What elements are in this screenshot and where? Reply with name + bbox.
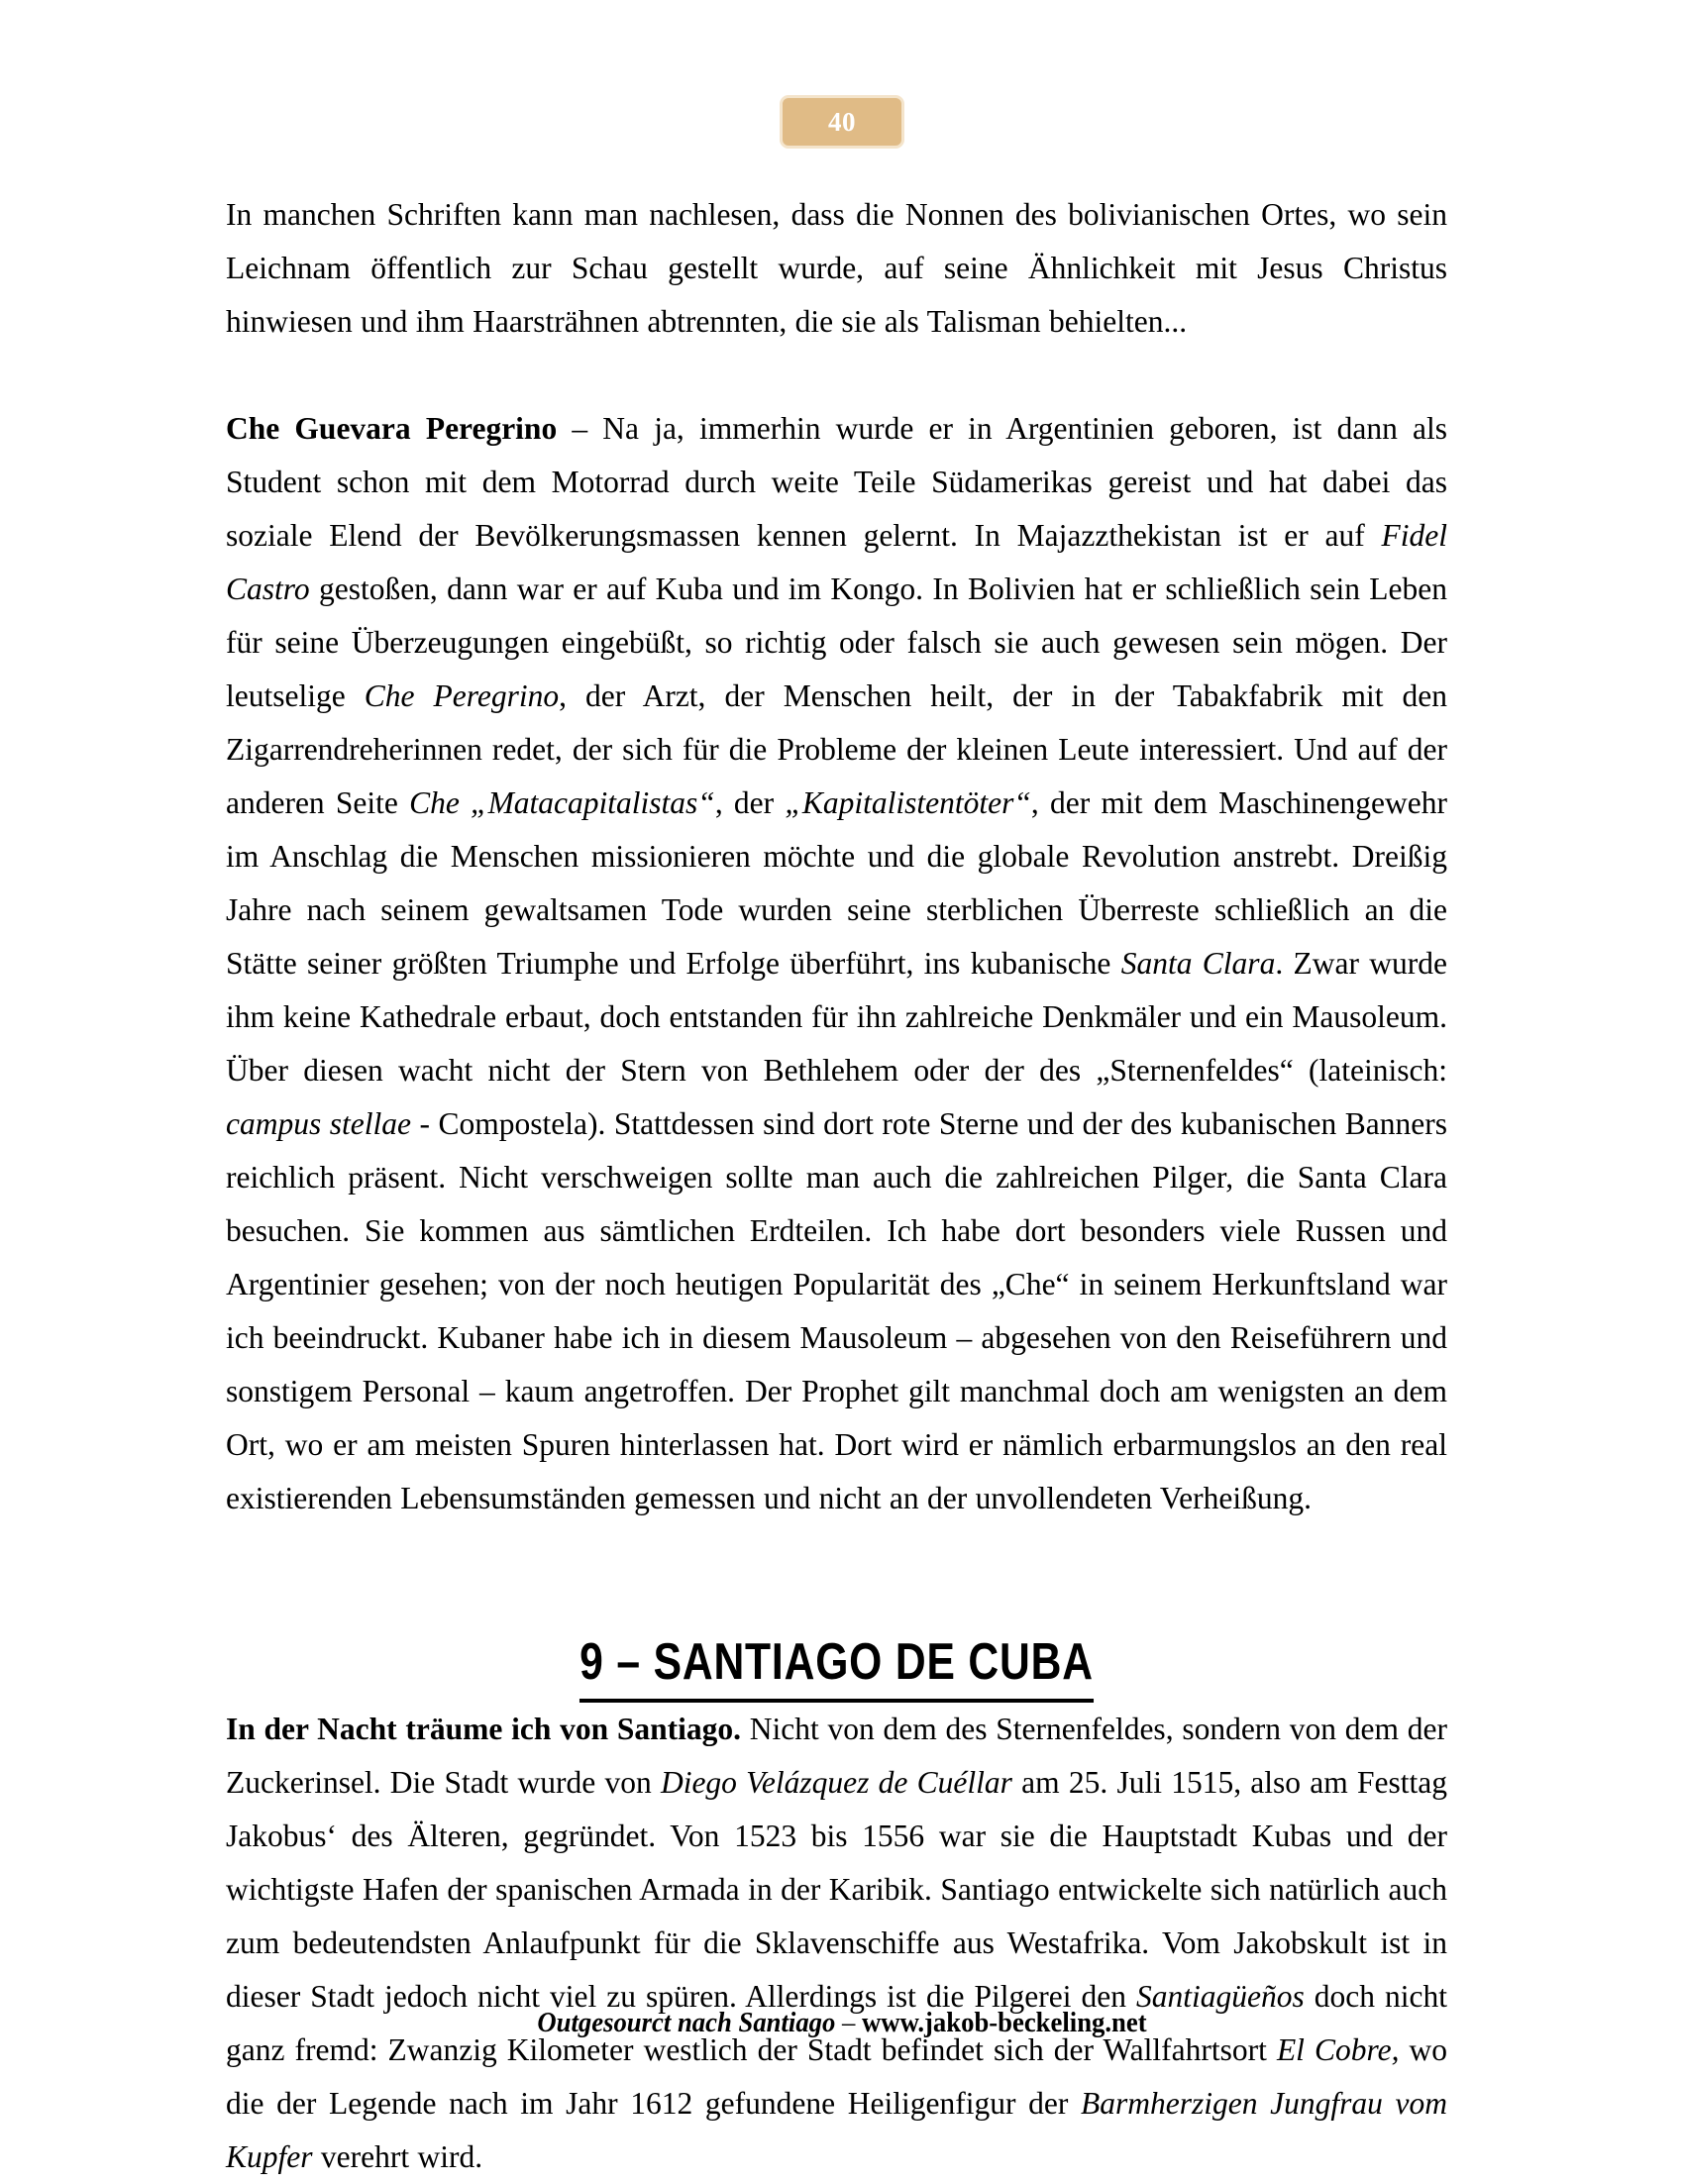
che-segment-3: , der Arzt, der Menschen heilt, der in der Tabakfabrik mit den Zigarrendreherinnen redet, der sich für die Probleme der kleinen Leute interessiert. Und auf der anderen Seite — [226, 678, 1448, 820]
che-segment-1: – Na ja, immerhin wurde er in Argentinien geboren, ist dann als Student schon mit dem Motorrad durch weite Teile Südamerikas gereist und hat dabei das soziale Elend der Bevölkerungsmassen kennen gelernt. In Majazzthekistan ist er auf — [226, 411, 1447, 553]
footer-separator: – — [835, 2007, 863, 2038]
che-italic-fidel-castro: Fidel Castro — [226, 518, 1447, 606]
page-number-badge — [780, 95, 904, 149]
page-number-badge-wrapper — [0, 95, 1684, 149]
che-segment-4: , der — [714, 785, 786, 820]
che-italic-campus-stellae: campus stellae — [226, 1106, 411, 1141]
paragraph-santiago — [226, 1703, 1447, 2184]
che-segment-6: . Zwar wurde ihm keine Kathedrale erbaut, doch entstanden für ihn zahlreiche Denkmäler und ein Mausoleum. Über diesen wacht nicht der Stern von Bethlehem oder der des „Sternenfeldes“ (lateinisch: — [226, 946, 1447, 1088]
santiago-lead-in: In der Nacht träume ich von Santiago. — [226, 1712, 742, 1746]
santiago-italic-diego-velazquez: Diego Velázquez de Cuéllar — [660, 1765, 1012, 1800]
santiago-segment-2: am 25. Juli 1515, also am Festtag Jakobus‘ des Älteren, gegründet. Von 1523 bis 1556 war sie die Hauptstadt Kubas und der wichtigste Hafen der spanischen Armada in der Karibik. Santiago entwickelte sich natürlich auch zum bedeutendsten Anlaufpunkt für die Sklavenschiffe aus Westafrika. Vom Jakobskult ist in dieser Stadt jedoch nicht viel zu spüren. Allerdings ist die Pilgerei den — [226, 1765, 1447, 2014]
che-segment-2: gestoßen, dann war er auf Kuba und im Kongo. In Bolivien hat er schließlich sein Leben für seine Überzeugungen eingebüßt, so richtig oder falsch sie auch gewesen sein mögen. Der leutselige — [226, 572, 1447, 713]
santiago-italic-el-cobre: El Cobre, — [1276, 2032, 1400, 2067]
page-number-text: 40 — [828, 106, 856, 137]
che-italic-matacapitalistas: Che „Matacapitalistas“ — [409, 785, 715, 820]
che-italic-kapitalistentoeter: „Kapitalistentöter“ — [785, 785, 1031, 820]
chapter-heading — [336, 1632, 1337, 1703]
paragraph-intro — [226, 188, 1447, 349]
che-italic-che-peregrino: Che Peregrino — [364, 678, 560, 713]
santiago-segment-1: Nicht von dem des Sternenfeldes, sondern von dem der Zuckerinsel. Die Stadt wurde von — [226, 1712, 1447, 1800]
che-guevara-lead-in: Che Guevara Peregrino — [226, 411, 558, 446]
page-footer — [67, 2003, 1617, 2042]
che-segment-5: , der mit dem Maschinengewehr im Anschlag die Menschen missionieren möchte und die globale Revolution anstrebt. Dreißig Jahre nach seinem gewaltsamen Tode wurden seine sterblichen Überreste schließlich an die Stätte seiner größten Triumphe und Erfolge überführt, ins kubanische — [226, 785, 1448, 981]
santiago-segment-4: wo die der Legende nach im Jahr 1612 gefundene Heiligenfigur der — [226, 2032, 1448, 2121]
page-content — [226, 188, 1447, 2184]
santiago-italic-santiagueenos: Santiagüeños — [1135, 1979, 1305, 2014]
che-italic-santa-clara: Santa Clara — [1120, 946, 1276, 981]
paragraph-che-guevara — [226, 402, 1447, 1525]
santiago-segment-5: verehrt wird. — [312, 2139, 483, 2174]
che-segment-7: - Compostela). Stattdessen sind dort rote Sterne und der des kubanischen Banners reichlich präsent. Nicht verschweigen sollte man auch die zahlreichen Pilger, die Santa Clara besuchen. Sie kommen aus sämtlichen Erdteilen. Ich habe dort besonders viele Russen und Argentinier gesehen; von der noch heutigen Popularität des „Che“ in seinem Herkunftsland war ich beeindruckt. Kubaner habe ich in diesem Mausoleum – abgesehen von den Reiseführern und sonstigem Personal – kaum angetroffen. Der Prophet gilt manchmal doch am wenigsten an dem Ort, wo er am meisten Spuren hinterlassen hat. Dort wird er nämlich erbarmungslos an den real existierenden Lebensumständen gemessen und nicht an der unvollendeten Verheißung. — [226, 1106, 1447, 1515]
footer-title: Outgesourct nach Santiago — [537, 2007, 836, 2038]
santiago-italic-barmherzigen-jungfrau: Barmherzigen Jungfrau vom Kupfer — [226, 2086, 1448, 2174]
paragraph-intro-text: In manchen Schriften kann man nachlesen, dass die Nonnen des bolivianischen Ortes, wo sein Leichnam öffentlich zur Schau gestellt wurde, auf seine Ähnlichkeit mit Jesus Christus hinwiesen und ihm Haarsträhnen abtrennten, die sie als Talisman behielten... — [226, 197, 1447, 339]
santiago-segment-3: doch nicht ganz fremd: Zwanzig Kilometer westlich der Stadt befindet sich der Wallfahrtsort — [226, 1979, 1447, 2067]
chapter-heading-text: 9 – SANTIAGO DE CUBA — [579, 1632, 1094, 1703]
footer-url[interactable]: www.jakob-beckeling.net — [862, 2007, 1147, 2038]
